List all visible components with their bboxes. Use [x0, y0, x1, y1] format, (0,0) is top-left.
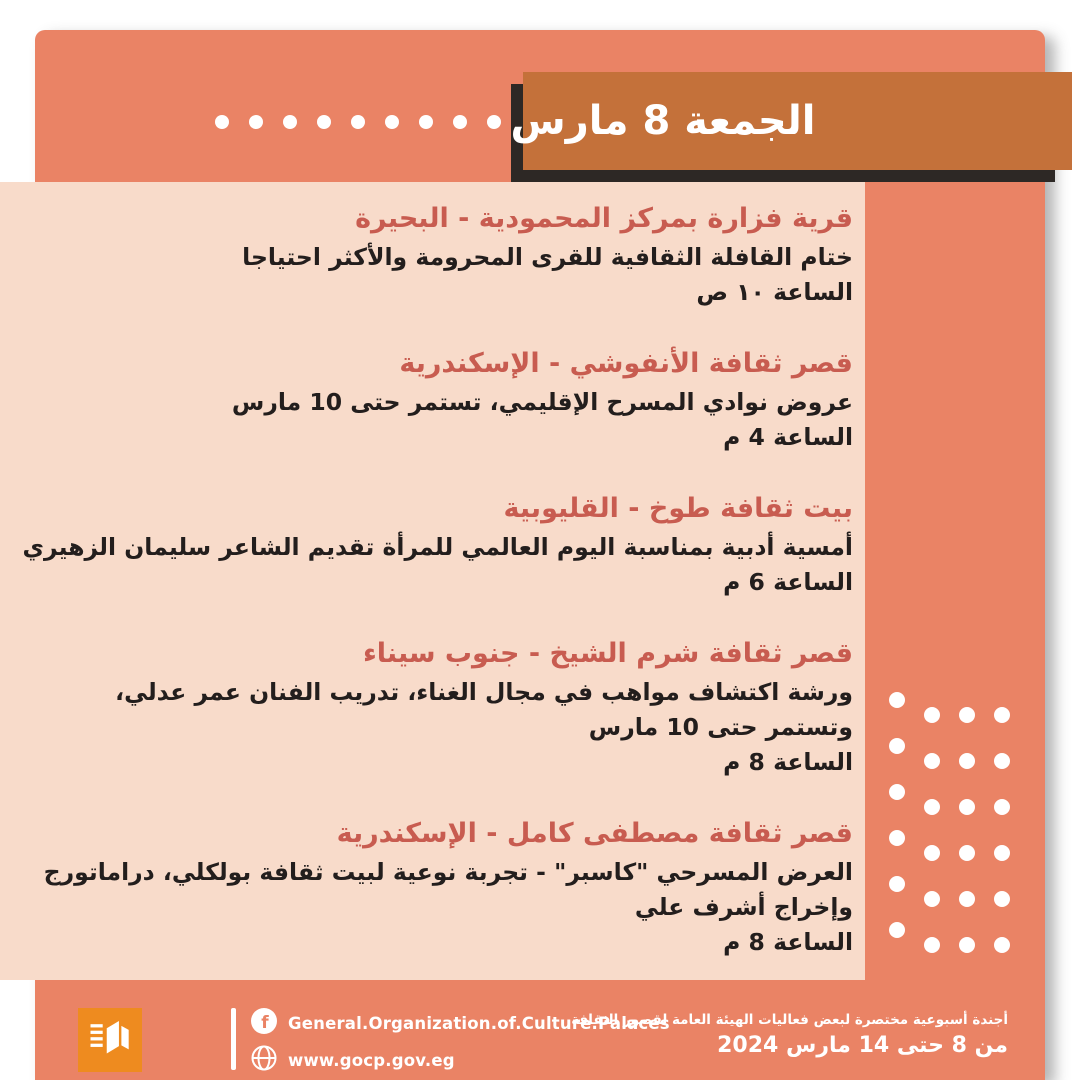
- decor-dot: [994, 891, 1010, 907]
- facebook-label: General.Organization.of.Culture.Palaces: [288, 1013, 670, 1033]
- event-detail-line: ختام القافلة الثقافية للقرى المحرومة والأكثر احتياجا: [242, 243, 853, 271]
- svg-text:f: f: [261, 1013, 269, 1033]
- decor-dot: [994, 799, 1010, 815]
- decor-dot: [994, 845, 1010, 861]
- event-detail-line: أمسية أدبية بمناسبة اليوم العالمي للمرأة تقديم الشاعر سليمان الزهيري: [22, 533, 853, 561]
- decor-dot: [959, 753, 975, 769]
- event-item: [10, 343, 853, 455]
- decor-dot: [924, 845, 940, 861]
- decor-dot: [889, 784, 905, 800]
- decor-dot: [889, 922, 905, 938]
- footer-divider: [231, 1008, 236, 1070]
- event-detail-line: الساعة 8 م: [723, 748, 853, 776]
- event-detail-line: الساعة 6 م: [723, 568, 853, 596]
- top-dots-row: [215, 115, 501, 129]
- decor-dot: [889, 738, 905, 754]
- gocp-logo-icon: [84, 1012, 136, 1068]
- event-detail-line: ورشة اكتشاف مواهب في مجال الغناء، تدريب الفنان عمر عدلي،: [115, 678, 853, 706]
- events-list: [0, 182, 865, 980]
- decor-dot: [889, 876, 905, 892]
- decor-dot-row: [889, 799, 1010, 815]
- decor-dot: [924, 891, 940, 907]
- decor-dot-row: [889, 707, 1010, 723]
- decor-dot: [215, 115, 229, 129]
- footer: [35, 980, 1045, 1080]
- decor-dot: [487, 115, 501, 129]
- footer-info: [571, 1012, 1008, 1058]
- event-title: قصر ثقافة مصطفى كامل - الإسكندرية: [336, 818, 853, 849]
- decor-dot: [959, 707, 975, 723]
- decor-dot: [924, 707, 940, 723]
- event-item: [10, 633, 853, 780]
- decor-dot: [924, 937, 940, 953]
- facebook-icon: [251, 1008, 277, 1038]
- decor-dot: [924, 799, 940, 815]
- decor-dot: [889, 830, 905, 846]
- decor-dot: [351, 115, 365, 129]
- event-item: [10, 813, 853, 960]
- decor-dot: [959, 845, 975, 861]
- date-banner: [510, 72, 1072, 170]
- footer-tagline: أجندة أسبوعية مختصرة لبعض فعاليات الهيئة العامة لقصور الثقافة: [571, 1012, 1008, 1028]
- event-detail-line: وإخراج أشرف علي: [634, 893, 853, 921]
- decor-dot: [959, 937, 975, 953]
- decor-dot: [959, 799, 975, 815]
- event-title: قرية فزارة بمركز المحمودية - البحيرة: [355, 203, 853, 234]
- events-panel: [0, 182, 865, 980]
- footer-date-range: من 8 حتى 14 مارس 2024: [717, 1033, 1008, 1058]
- event-detail-line: الساعة ١٠ ص: [696, 278, 853, 306]
- decor-dot-row: [889, 845, 1010, 861]
- event-item: [10, 488, 853, 600]
- decor-dot: [994, 753, 1010, 769]
- page-title: الجمعة 8 مارس: [510, 98, 816, 144]
- decor-dot: [249, 115, 263, 129]
- decor-dot-row: [889, 753, 1010, 769]
- globe-icon: [251, 1045, 277, 1075]
- event-detail-line: وتستمر حتى 10 مارس: [588, 713, 853, 741]
- decor-dot: [317, 115, 331, 129]
- decor-dot: [959, 891, 975, 907]
- decor-dot-row: [889, 891, 1010, 907]
- decor-dot-row: [889, 937, 1010, 953]
- event-detail-line: الساعة 4 م: [723, 423, 853, 451]
- right-dots-grid: [889, 707, 1010, 953]
- decor-dot: [994, 937, 1010, 953]
- event-detail-line: عروض نوادي المسرح الإقليمي، تستمر حتى 10 مارس: [231, 388, 853, 416]
- decor-dot: [283, 115, 297, 129]
- event-detail-line: العرض المسرحي "كاسبر" - تجربة نوعية لبيت ثقافة بولكلي، دراماتورج: [43, 858, 853, 886]
- decor-dot: [419, 115, 433, 129]
- event-title: بيت ثقافة طوخ - القليوبية: [503, 493, 853, 524]
- decor-dot: [924, 753, 940, 769]
- decor-dot: [994, 707, 1010, 723]
- website-label: www.gocp.gov.eg: [288, 1050, 455, 1070]
- gocp-logo: [78, 1008, 142, 1072]
- event-detail-line: الساعة 8 م: [723, 928, 853, 956]
- event-item: [10, 198, 853, 310]
- decor-dot: [453, 115, 467, 129]
- decor-dot: [385, 115, 399, 129]
- event-title: قصر ثقافة الأنفوشي - الإسكندرية: [399, 348, 853, 379]
- decor-dot: [889, 692, 905, 708]
- event-title: قصر ثقافة شرم الشيخ - جنوب سيناء: [362, 638, 853, 669]
